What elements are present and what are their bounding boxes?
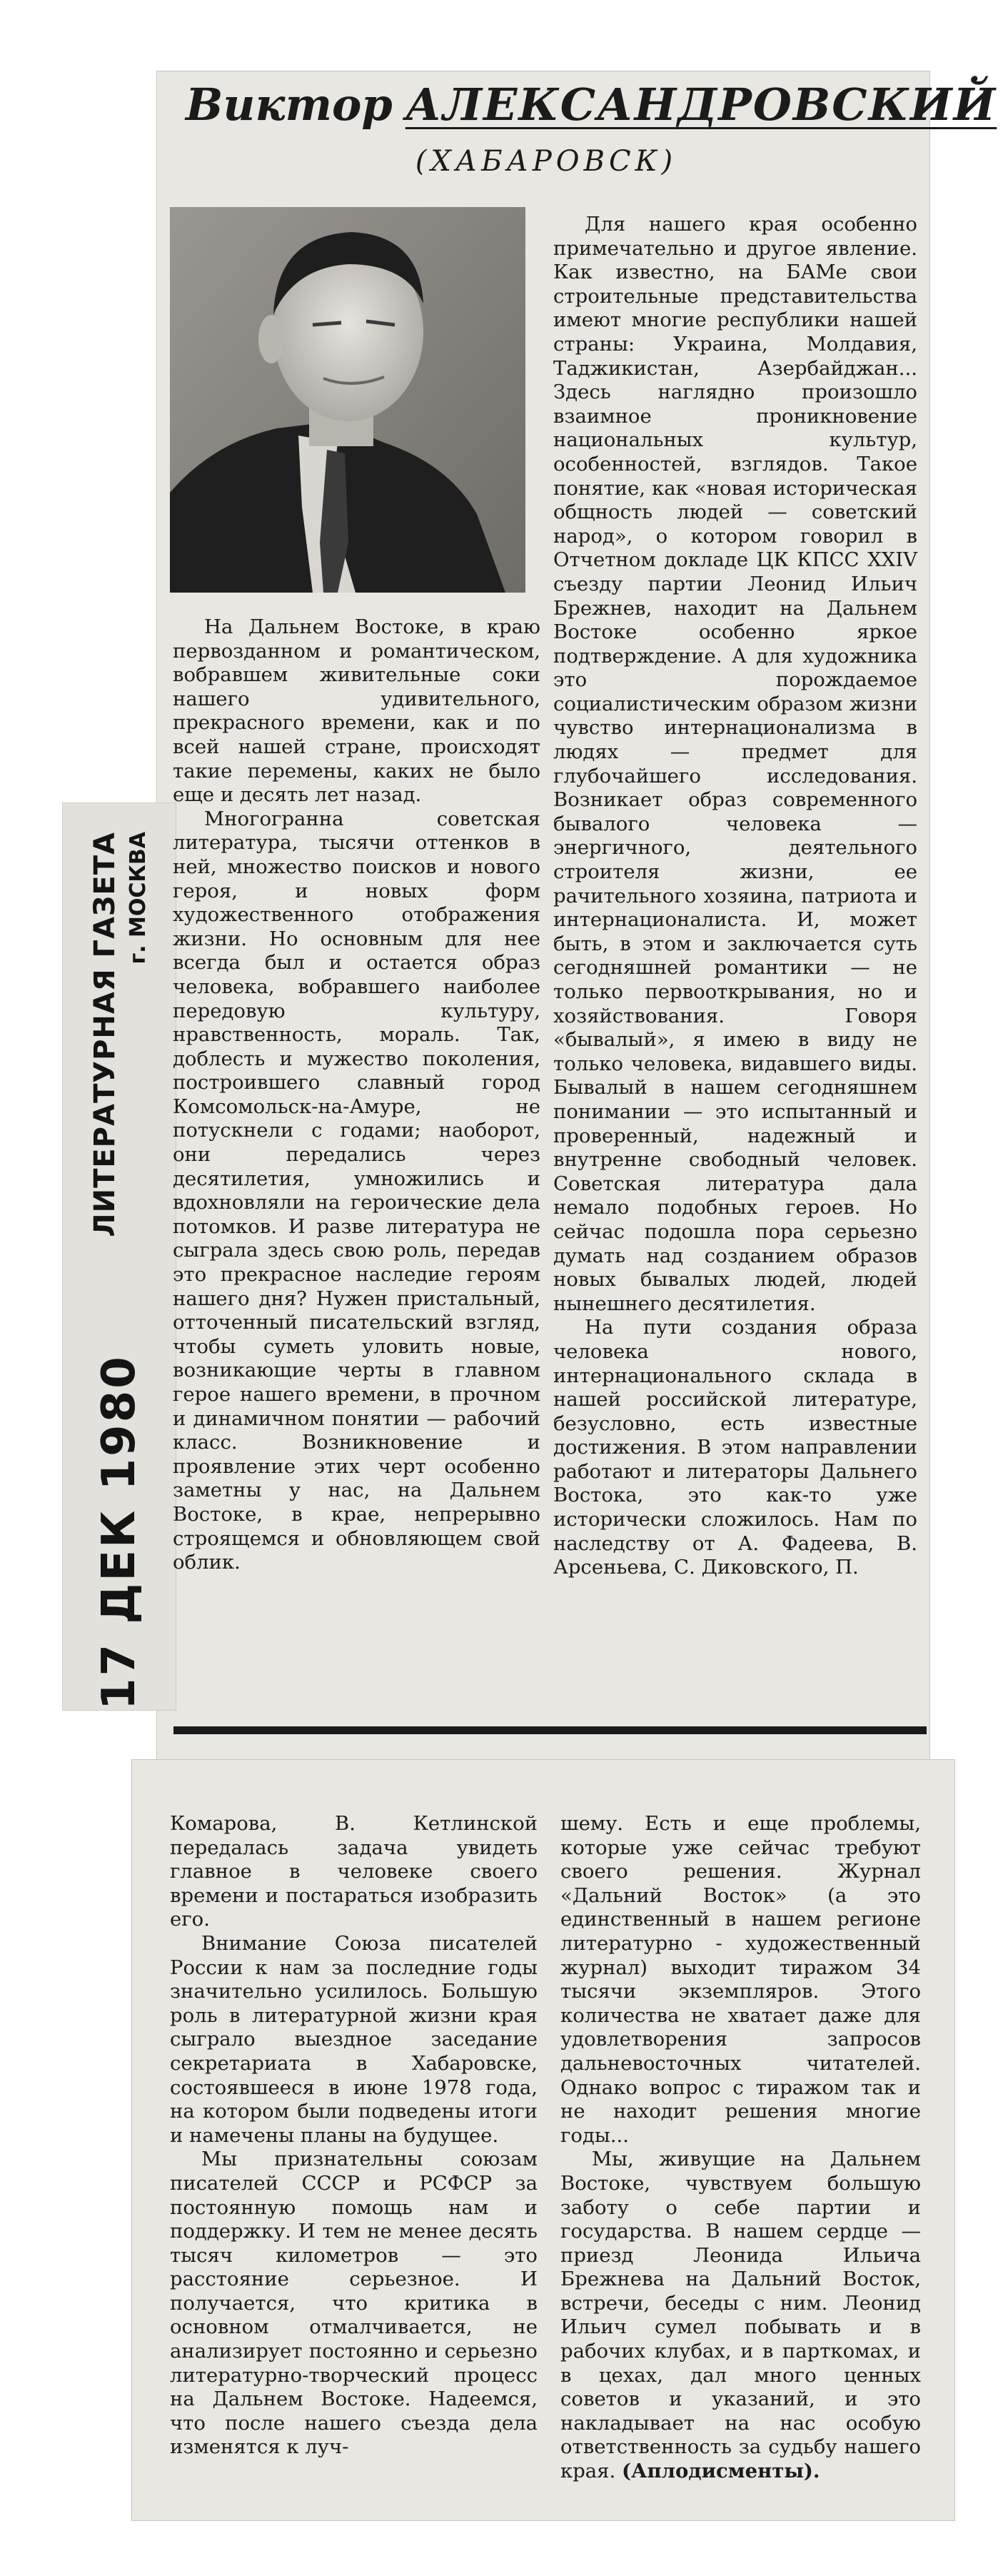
author-name xyxy=(186,79,997,131)
portrait-image xyxy=(170,207,525,593)
paragraph: На Дальнем Востоке, в краю первозданном и романтическом, вобравшем живительные соки нашего удивительного, прекрасного времени, как и по всей нашей стране, происходят такие перемены, каких не было еще и десять лет назад. xyxy=(173,615,540,807)
paragraph: Многогранна советская литература, тысячи оттенков в ней, множество поисков и нового героя, и новых форм художественного отображения жизни. Но основным для нее всегда был и остается образ человека, вобравшего наиболее передовую культуру, нравственность, мораль. Так, доблесть и мужество поколения, построившего славный город Комсомольск-на-Амуре, не потускнели с годами; наоборот, они передались через десятилетия, умножились и вдохновляли на героические дела потомков. И разве литература не сыграла здесь свою роль, передав это прекрасное наследие героям нашего дня? Нужен пристальный, отточенный писательский взгляд, чтобы суметь уловить новые, возникающие черты в главном герое нашего времени, в прочном и динамичном понятии — рабочий класс. Возникновение и проявление этих черт особенно заметны у нас, на Дальнем Востоке, в крае, непрерывно строящемся и обновляющем свой облик. xyxy=(173,807,540,1574)
stamp-rotated-block xyxy=(66,803,173,1710)
newspaper-stamp-strip xyxy=(63,803,176,1710)
stamp-date: 17 ДЕК 1980 xyxy=(93,1354,146,1710)
article-column-lower-right xyxy=(560,1812,921,2484)
stamp-source xyxy=(89,803,151,1237)
paragraph: На пути создания образа человека нового, интернационального склада в нашей российской литературе, безусловно, есть известные достижения. В этом направлении работают и литераторы Дальнего Востока, это как-то уже исторически сложилось. Нам по наследству от А. Фадеева, В. Арсеньева, С. Диковского, П. xyxy=(553,1316,917,1579)
paragraph: Внимание Союза писателей России к нам за последние годы значительно усилилось. Большую роль в литературной жизни края сыграло выездное заседание секретариата в Хабаровске, состоявшееся в июне 1978 года, на котором были подведены итоги и намечены планы на будущее. xyxy=(170,1931,538,2147)
article-column-left xyxy=(173,615,540,1575)
applause-note: (Аплодисменты). xyxy=(622,2460,820,2483)
article-header xyxy=(186,79,997,178)
author-first-name: Виктор xyxy=(186,79,393,131)
article-column-right xyxy=(553,213,917,1580)
stamp-newspaper-name: ЛИТЕРАТУРНАЯ ГАЗЕТА xyxy=(88,832,121,1237)
section-divider xyxy=(173,1726,927,1734)
paragraph: Комарова, В. Кетлинской передалась задача увидеть главное в человеке своего времени и постараться изобразить его. xyxy=(170,1812,538,1931)
paragraph-text: Мы, живущие на Дальнем Востоке, чувствуем большую заботу о себе партии и государства. В нашем сердце — приезд Леонида Ильича Брежнева на Дальний Восток, встречи, беседы с ним. Леонид Ильич сумел побывать и в рабочих клубах, и в парткомах, и в цехах, дал много ценных советов и указаний, и это накладывает на нас особую ответственность за судьбу нашего края. xyxy=(560,2148,921,2483)
author-last-name: АЛЕКСАНДРОВСКИЙ xyxy=(405,79,997,131)
paragraph: Для нашего края особенно примечательно и другое явление. Как известно, на БАМе свои строительные представительства имеют многие республики нашей страны: Украина, Молдавия, Таджикистан, Азербайджан... Здесь наглядно произошло взаимное проникновение национальных культур, особенностей, взглядов. Такое понятие, как «новая историческая общность людей — советский народ», о котором говорил в Отчетном докладе ЦК КПСС XXIV съезду партии Леонид Ильич Брежнев, находит на Дальнем Востоке особенно яркое подтверждение. А для художника это порождаемое социалистическим образом жизни чувство интернационализма в людях — предмет для глубочайшего исследования. Возникает образ современного бывалого человека — энергичного, деятельного строителя жизни, ее рачительного хозяина, патриота и интернационалиста. И, может быть, в этом и заключается суть сегодняшней романтики — не только первооткрывания, но и хозяйствования. Говоря «бывалый», я имею в виду не только человека, видавшего виды. Бывалый в нашем сегодняшнем понимании — это испытанный и проверенный, надежный и внутренне свободный человек. Советская литература дала немало подобных героев. Но сейчас подошла пора серьезно думать над созданием образов новых бывалых людей, людей нынешнего десятилетия. xyxy=(553,213,917,1315)
author-city: (ХАБАРОВСК) xyxy=(415,145,677,178)
paragraph-last xyxy=(560,2148,921,2483)
paragraph: Мы признательны союзам писателей СССР и РСФСР за постоянную помощь нам и поддержку. И тем не менее десять тысяч километров — это расстояние серьезное. И получается, что критика в основном отмалчивается, не анализирует постоянно и серьезно литературно-творческий процесс на Дальнем Востоке. Надеемся, что после нашего съезда дела изменятся к луч- xyxy=(170,2148,538,2459)
author-photo xyxy=(170,207,525,593)
stamp-city: г. МОСКВА xyxy=(125,832,151,965)
article-column-lower-left xyxy=(170,1812,538,2460)
paragraph: шему. Есть и еще проблемы, которые уже сейчас требуют своего решения. Журнал «Дальний Восток» (а это единственный в нашем регионе литературно - художественный журнал) выходит тиражом 34 тысячи экземпляров. Этого количества не хватает даже для удовлетворения запросов дальневосточных читателей. Однако вопрос с тиражом так и не находит решения многие годы... xyxy=(560,1812,921,2147)
